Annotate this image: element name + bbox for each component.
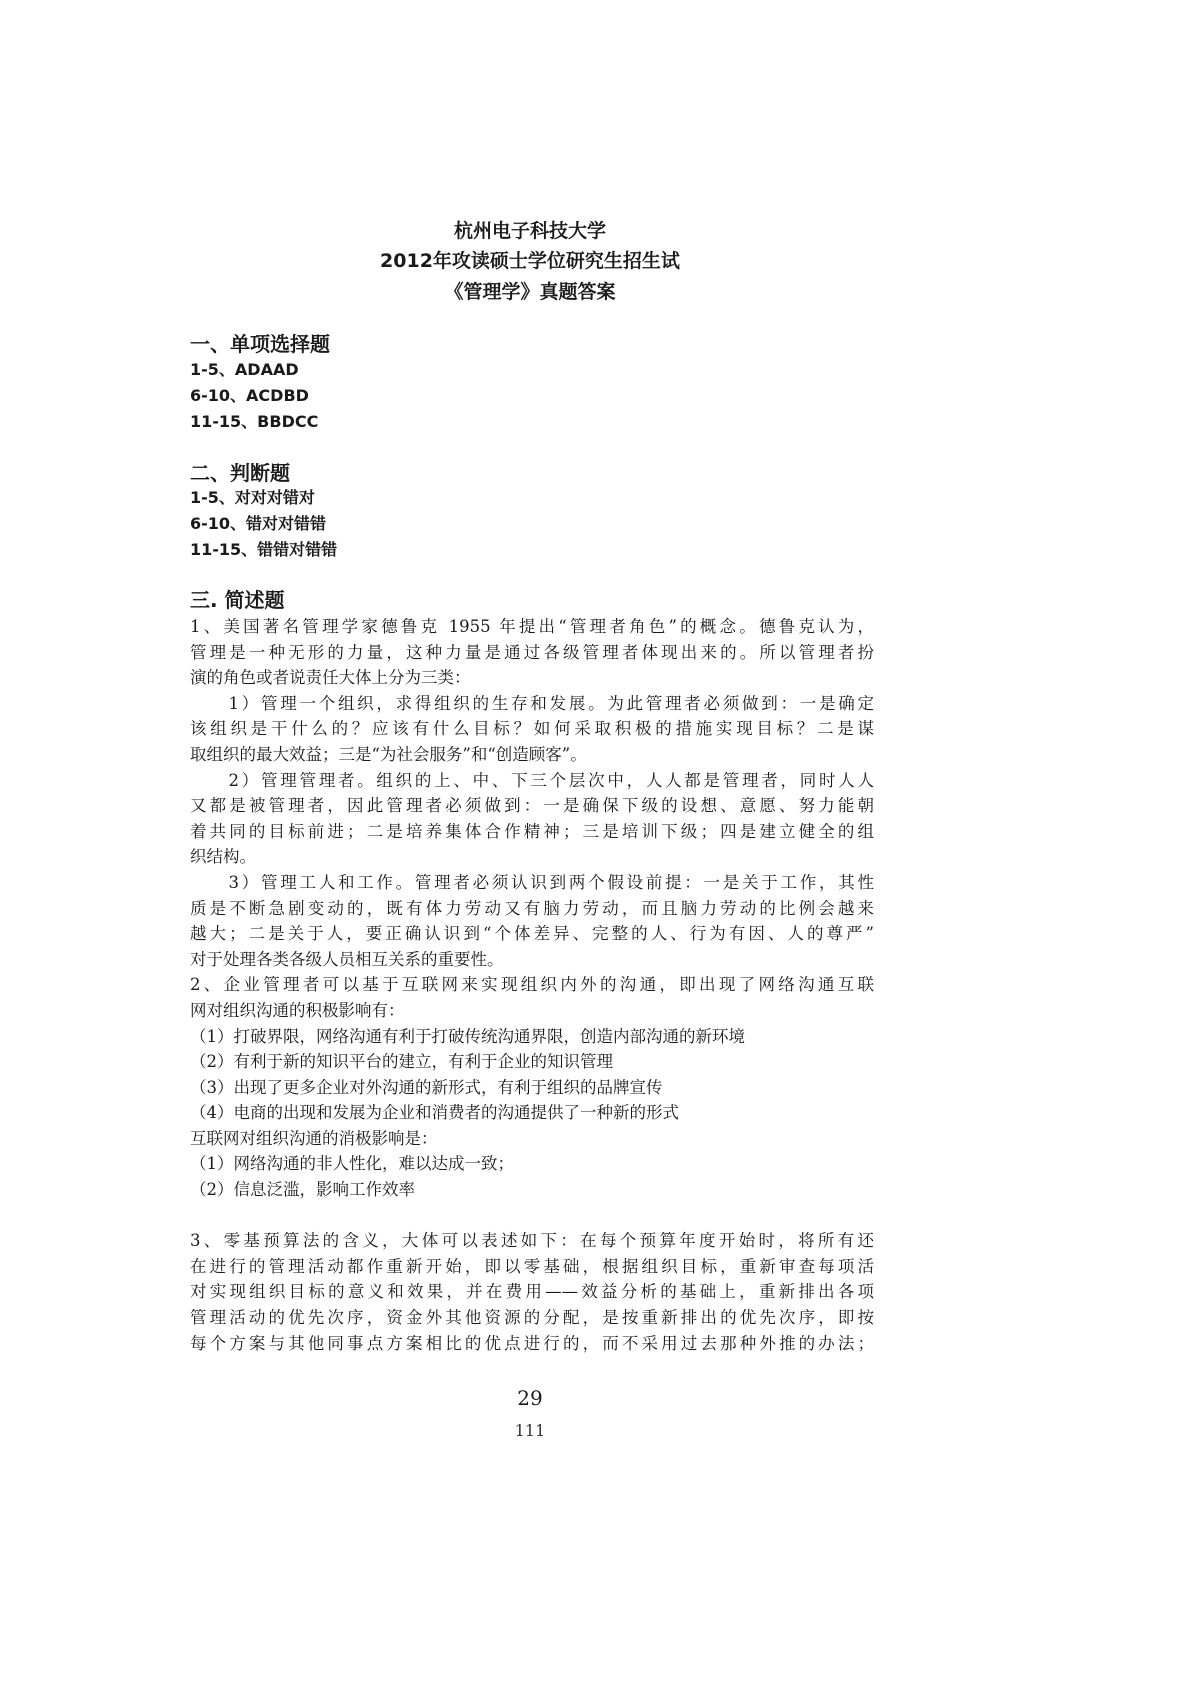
text-line: 取组织的最大效益；三是“为社会服务”和“创造顾客”。 — [190, 744, 587, 764]
text-line: 3、零基预算法的含义，大体可以表述如下：在每个预算年度开始时，将所有还 — [190, 1231, 874, 1251]
text-line: 织结构。 — [190, 847, 256, 867]
text-line: （3）出现了更多企业对外沟通的新形式，有利于组织的品牌宣传 — [190, 1077, 663, 1097]
text-line: 在进行的管理活动都作重新开始，即以零基础，根据组织目标，重新审查每项活 — [190, 1256, 874, 1276]
text-line: 3）管理工人和工作。管理者必须认识到两个假设前提：一是关于工作，其性 — [190, 872, 874, 892]
text-line: （1）网络沟通的非人性化，难以达成一致； — [190, 1154, 514, 1174]
text-line: 1）管理一个组织，求得组织的生存和发展。为此管理者必须做到：一是确定 — [190, 693, 874, 713]
text-line: （1）打破界限，网络沟通有利于打破传统沟通界限，创造内部沟通的新环境 — [190, 1026, 745, 1046]
text-line: 1、美国著名管理学家德鲁克 1955 年提出“管理者角色”的概念。德鲁克认为， — [190, 617, 874, 636]
section3-body — [190, 614, 874, 1356]
text-line: （2）信息泛滥，影响工作效率 — [190, 1180, 415, 1200]
text-line: 该组织是干什么的？应该有什么目标？如何采取积极的措施实现目标？二是谋 — [190, 719, 874, 739]
university-title: 杭州电子科技大学 — [453, 220, 606, 242]
answer-line: 6-10、错对对错错 — [190, 514, 327, 533]
text-line: 对实现组织目标的意义和效果，并在费用——效益分析的基础上，重新排出各项 — [190, 1282, 874, 1302]
answer-line: 11-15、错错对错错 — [190, 540, 338, 559]
text-line: 质是不断急剧变动的，既有体力劳动又有脑力劳动，而且脑力劳动的比例会越来 — [190, 898, 874, 918]
answer-line: 1-5、ADAAD — [190, 360, 299, 379]
text-line: 又都是被管理者，因此管理者必须做到：一是确保下级的设想、意愿、努力能朝 — [190, 796, 874, 816]
text-line: 演的角色或者说责任大体上分为三类： — [190, 668, 471, 688]
sheet-number: 111 — [514, 1421, 546, 1440]
text-line: 2、企业管理者可以基于互联网来实现组织内外的沟通，即出现了网络沟通互联 — [190, 975, 874, 995]
text-line: 2）管理管理者。组织的上、中、下三个层次中，人人都是管理者，同时人人 — [190, 770, 874, 790]
text-line: 管理是一种无形的力量，这种力量是通过各级管理者体现出来的。所以管理者扮 — [190, 642, 874, 662]
exam-title: 2012年攻读硕士学位研究生招生试 — [380, 250, 680, 272]
text-line: 对于处理各类各级人员相互关系的重要性。 — [190, 949, 504, 969]
text-line: 管理活动的优先次序，资金外其他资源的分配，是按重新排出的优先次序，即按 — [190, 1308, 874, 1328]
text-line: 网对组织沟通的积极影响有： — [190, 1000, 405, 1020]
blank-line — [190, 1203, 874, 1229]
answer-line: 6-10、ACDBD — [190, 386, 309, 405]
text-line: （2）有利于新的知识平台的建立，有利于企业的知识管理 — [190, 1052, 613, 1072]
text-line: 着共同的目标前进；二是培养集体合作精神；三是培训下级；四是建立健全的组 — [190, 821, 874, 841]
subject-title: 《管理学》真题答案 — [444, 281, 616, 303]
answer-line: 11-15、BBDCC — [190, 412, 319, 431]
text-line: 互联网对组织沟通的消极影响是： — [190, 1128, 438, 1148]
answer-line: 1-5、对对对错对 — [190, 488, 315, 507]
text-line: 每个方案与其他同事点方案相比的优点进行的，而不采用过去那种外推的办法； — [190, 1333, 874, 1353]
section2-heading: 二、判断题 — [190, 461, 290, 485]
page-number: 29 — [517, 1386, 543, 1410]
section1-heading: 一、单项选择题 — [190, 332, 330, 356]
text-line: （4）电商的出现和发展为企业和消费者的沟通提供了一种新的形式 — [190, 1103, 679, 1123]
section3-heading: 三. 简述题 — [190, 588, 285, 612]
text-line: 越大；二是关于人，要正确认识到“个体差异、完整的人、行为有因、人的尊严” — [190, 924, 874, 944]
